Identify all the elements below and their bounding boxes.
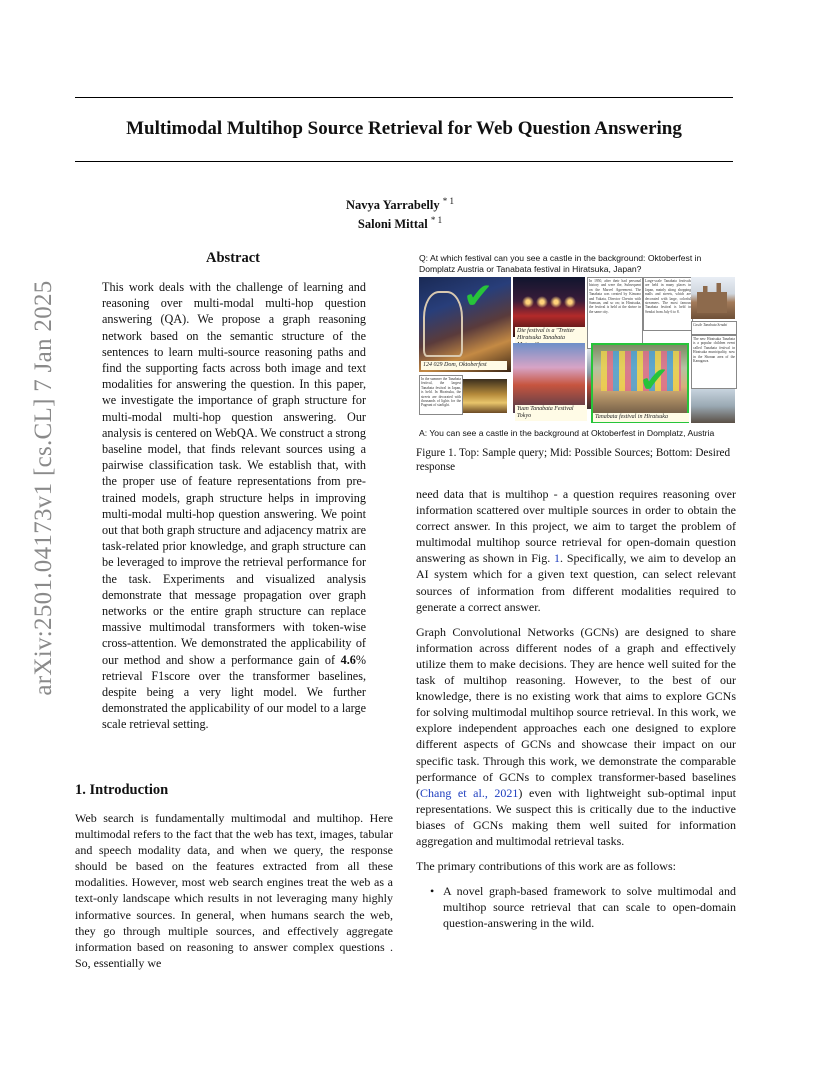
text-source-snippet: Castle Tanabata Sendai [691, 321, 737, 335]
paragraph-text: Graph Convolutional Networks (GCNs) are designed to share information across different nodes of a graph and effectively utilize them to make decisions. They are hence well suited for the task of multihop reasoning. However, to the best of our knowledge, there is no existing work that aims to explore GCNs for solving multimodal multihop source retrieval. In this work, we explore independent approaches each one designed to explore different aspects of GCNs and showcase their impact on our specific task. Through this work, we demonstrate the comparable performance of GCNs to complex transformer-based baselines ( [416, 624, 736, 800]
figure-question: Q: At which festival can you see a castle in the background: Oktoberfest in Domplatz Austria or Tanabata festival in Hiratsuka, Japan? [419, 253, 702, 274]
paper-title: Multimodal Multihop Source Retrieval for Web Question Answering [126, 118, 682, 139]
top-rule [75, 97, 733, 98]
abstract-text [102, 279, 366, 733]
text-source-snippet: The new Hiratsuka Tanabata is a popular children event called Tanabata festival in Hiratsuka municipality, now in the Shonan area of the Kanagawa. [691, 335, 737, 389]
title-bottom-rule [75, 161, 733, 162]
paragraph-text: need data that is multihop - a question requires reasoning over information scattered over multiple sources in order to obtain the correct answer. In this project, we aim to target the problem of multimodal multihop source retrieval for open-domain question answering as shown in Fig. [416, 487, 736, 566]
introduction-heading: 1. Introduction [75, 782, 169, 798]
oktoberfest-caption: 124 029 Dom, Oktoberfest [421, 361, 507, 370]
check-mark-icon: ✔ [639, 360, 670, 401]
tokyo-caption: Yuan Tanabata Festival Tokyo [515, 405, 587, 421]
right-column-text [416, 486, 736, 931]
oktoberfest-photo [419, 277, 511, 372]
text-source-snippet: Large-scale Tanabata festivals are held in many places in Japan, mainly along shopping malls and streets, which are decorated with large, colorful streamers. The most famous Tanabata festival is held in Sendai from July 6 to 8. [643, 277, 693, 331]
hiratsuka-photo [691, 389, 735, 423]
lanterns-shape [521, 295, 577, 309]
contributions-list [416, 883, 736, 931]
text-source-snippet: In 1950, after their had personal history and were the, Subsequent on the Marvel Agreement. The Tanabata was created by Kimono and Yukata, Director Chewin with Samsun, and so on; in Hiratsuka, the festival is held at the shrine in the same city. [587, 277, 643, 349]
figure-sources-panel [419, 277, 735, 425]
ferris-wheel-shape [423, 291, 463, 357]
list-item: • A novel graph-based framework to solve multimodal and multihop source retrieval that can scale to open-domain question-answering in the wild. [416, 883, 736, 931]
paragraph-text: ) even with lightweight sub-optimal input representations. We suspect this is critically due to the inductive biases of GCNs making them well suited for information aggregation and multimodal retrieval tasks. [416, 785, 737, 848]
author-name: Saloni Mittal [357, 217, 428, 232]
abstract-body-end: % retrieval F1score over the transformer baselines, despite being a very light model. We further demonstrated the applicability of our model to a large scale retrieval setting. [102, 652, 366, 732]
introduction-text: Web search is fundamentally multimodal and multihop. Here multimodal refers to the fact that the web has text, images, tabular and speech modality data, and when we query, the response should be based on the features extracted from all these modalities. However, most web search engines treat the web as a text-only landscape which results in not leveraging many highly informative sources. In general, when humans search the web, they go through multiple sources, and effectively aggregate information based on reasoning to answer complex questions . So, essentially we [75, 811, 393, 970]
abstract-body: This work deals with the challenge of learning and reasoning over multi-modal multi-hop question answering (QA). We propose a graph reasoning network based on the semantic structure of the sentences to learn multi-source reasoning paths and find the supporting facts across both image and text modalities for answering the question. In this paper, we investigate the importance of graph structure for multi-modal multi-hop question answering. Our analysis is centered on WebQA. We construct a strong baseline model, that finds relevant sources using a pairwise classification task. We establish that, with the proper use of feature representations from pre-trained models, graph structure helps in improving multi-modal multi-hop question answering. We point out that both graph structure and adjacency matrix are task-related prior knowledge, and graph structure can be leveraged to improve the retrieval performance for the task. Experiments and visualized analysis demonstrate that message propagation over graph networks or the entire graph structure can replace massive multimodal transformers with token-wise cross-attention. We demonstrated the applicability of our method and show a performance gain of [102, 280, 366, 667]
abstract-gain-value: 4.6 [340, 652, 356, 667]
paragraph-text: . Specifically, we aim to develop an AI system which for a given text question, can select relevant sources of information from different modalities required to generate a correct answer. [416, 551, 736, 614]
abstract-heading: Abstract [206, 250, 260, 266]
affiliation-mark: * 1 [442, 196, 454, 206]
figure-answer: A: You can see a castle in the background at Oktoberfest in Domplatz, Austria [419, 428, 715, 438]
check-mark-icon: ✔ [463, 277, 494, 317]
figure-reference-link[interactable]: 1 [554, 551, 561, 566]
tanabata-caption: Tanabata festival in Hiratsuka [593, 413, 689, 422]
castle-shape [697, 283, 727, 313]
sake-photo [463, 379, 507, 413]
paragraph: The primary contributions of this work are as follows: [416, 859, 676, 874]
author-block [250, 194, 550, 232]
author-name: Navya Yarrabelly [346, 198, 440, 213]
festival-caption: Die festival is a "Tretter Hiratsuka Tanabata [515, 327, 587, 350]
paragraph [416, 486, 736, 615]
author-1 [250, 194, 550, 213]
figure-caption: Figure 1. Top: Sample query; Mid: Possible Sources; Bottom: Desired response [416, 447, 731, 473]
citation-link[interactable]: Chang et al., 2021 [420, 785, 519, 800]
tanabata-photo [591, 343, 689, 423]
tokyo-festival-photo [513, 343, 585, 413]
text-source-snippet: In the summer the Tanabata festival, the largest Tanabata festival in Japan, is held. In Hiratsuka, the streets are decorated with thousands of lights for the Pageant of starlight. [419, 375, 463, 415]
paragraph [416, 624, 736, 849]
arxiv-identifier: arXiv:2501.04173v1 [cs.CL] 7 Jan 2025 [30, 280, 57, 696]
affiliation-mark: * 1 [430, 215, 443, 226]
author-2 [250, 213, 550, 232]
castle-photo [691, 277, 735, 319]
